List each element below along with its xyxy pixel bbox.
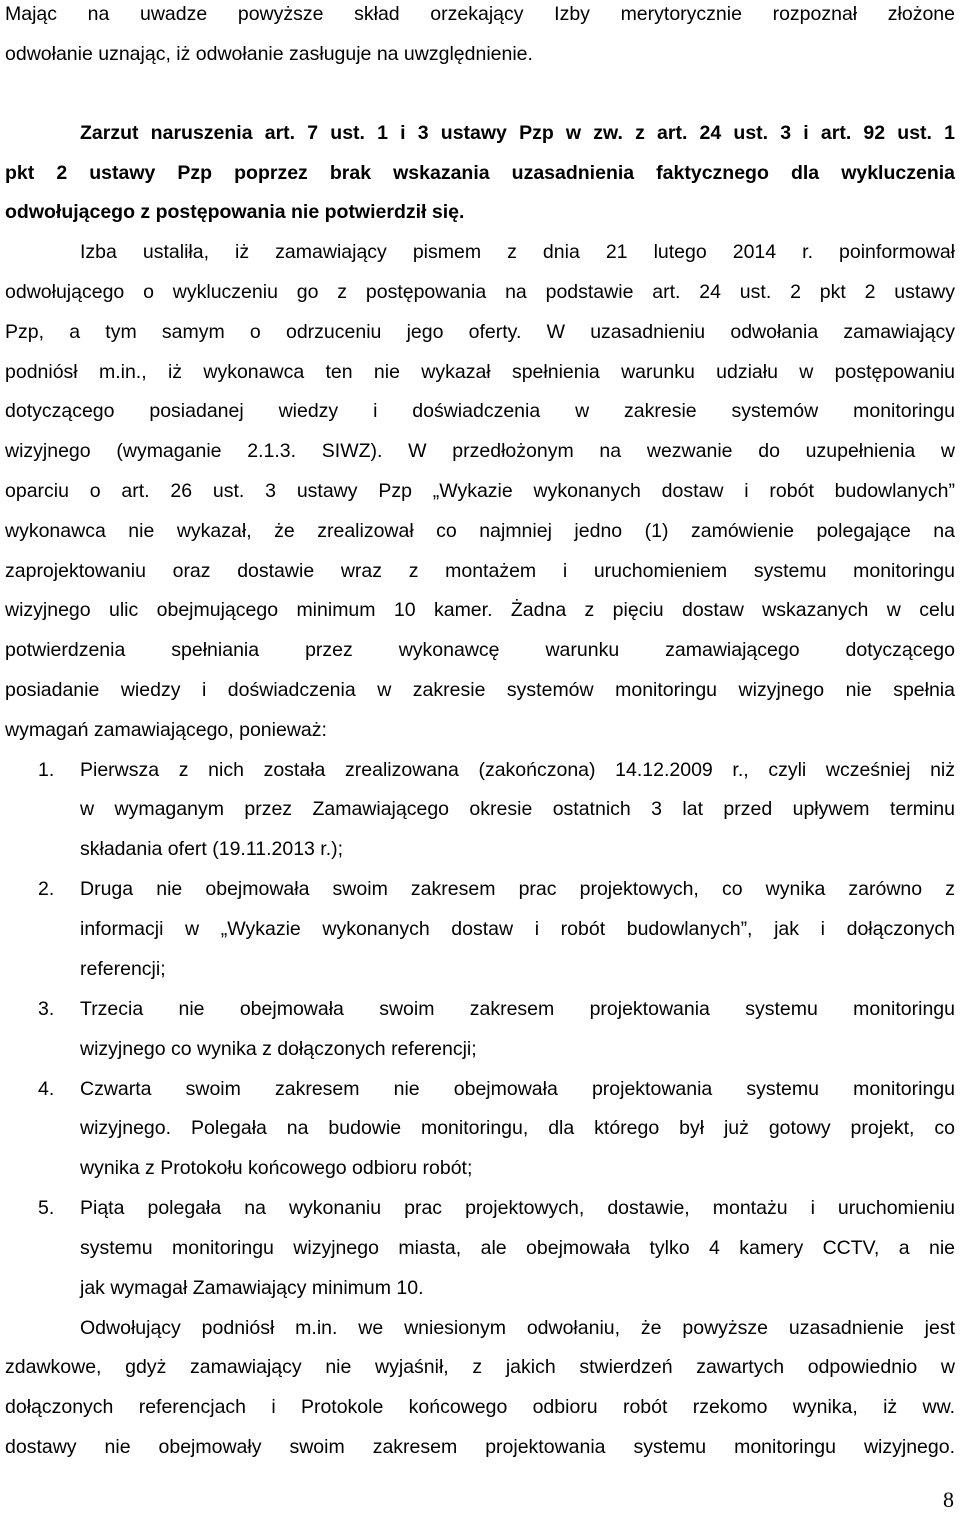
list-item-line: w wymaganym przez Zamawiającego okresie ostatnich 3 lat przed upływem terminu xyxy=(80,798,955,820)
list-item-line: jak wymagał Zamawiający minimum 10. xyxy=(80,1277,424,1299)
list-item-line: wynika z Protokołu końcowego odbioru robót; xyxy=(80,1157,473,1179)
paragraph-line: Pzp, a tym samym o odrzuceniu jego oferty. W uzasadnieniu odwołania zamawiający xyxy=(5,321,955,343)
list-item-line: wizyjnego. Polegała na budowie monitoringu, dla którego był już gotowy projekt, co xyxy=(80,1117,955,1139)
list-item-number: 1. xyxy=(38,759,55,781)
list-item-line: wizyjnego co wynika z dołączonych referencji; xyxy=(80,1038,477,1060)
paragraph-line: zaprojektowaniu oraz dostawie wraz z montażem i uruchomieniem systemu monitoringu xyxy=(5,560,955,582)
paragraph-line: dostawy nie obejmowały swoim zakresem projektowania systemu monitoringu wizyjnego. xyxy=(5,1436,955,1458)
paragraph-line: Izba ustaliła, iż zamawiający pismem z dnia 21 lutego 2014 r. poinformował xyxy=(80,241,955,263)
heading-line: Zarzut naruszenia art. 7 ust. 1 i 3 ustawy Pzp w zw. z art. 24 ust. 3 i art. 92 ust. 1 xyxy=(80,122,955,144)
paragraph-line: wykonawca nie wykazał, że zrealizował co najmniej jedno (1) zamówienie polegające na xyxy=(5,520,955,542)
paragraph-line: odwołującego o wykluczeniu go z postępowania na podstawie art. 24 ust. 2 pkt 2 ustawy xyxy=(5,281,955,303)
list-item-line: Piąta polegała na wykonaniu prac projektowych, dostawie, montażu i uruchomieniu xyxy=(80,1197,955,1219)
heading-line: odwołującego z postępowania nie potwierdził się. xyxy=(5,201,465,223)
list-item-number: 3. xyxy=(38,998,55,1020)
paragraph-line: Mając na uwadze powyższe skład orzekający Izby merytorycznie rozpoznał złożone xyxy=(5,3,955,25)
paragraph-line: podniósł m.in., iż wykonawca ten nie wykazał spełnienia warunku udziału w postępowaniu xyxy=(5,361,955,383)
paragraph-line: potwierdzenia spełniania przez wykonawcę warunku zamawiającego dotyczącego xyxy=(5,639,955,661)
list-item-line: systemu monitoringu wizyjnego miasta, ale obejmowała tylko 4 kamery CCTV, a nie xyxy=(80,1237,955,1259)
list-item-number: 2. xyxy=(38,878,55,900)
list-item-line: Pierwsza z nich została zrealizowana (zakończona) 14.12.2009 r., czyli wcześniej niż xyxy=(80,759,955,781)
list-item-number: 5. xyxy=(38,1197,55,1219)
paragraph-line: dołączonych referencjach i Protokole końcowego odbioru robót rzekomo wynika, iż ww. xyxy=(5,1396,955,1418)
list-item-line: Druga nie obejmowała swoim zakresem prac projektowych, co wynika zarówno z xyxy=(80,878,955,900)
list-item-line: Czwarta swoim zakresem nie obejmowała projektowania systemu monitoringu xyxy=(80,1078,955,1100)
paragraph-line: wymagań zamawiającego, ponieważ: xyxy=(5,719,327,741)
paragraph-line: oparciu o art. 26 ust. 3 ustawy Pzp „Wykazie wykonanych dostaw i robót budowlanych” xyxy=(5,480,955,502)
heading-line: pkt 2 ustawy Pzp poprzez brak wskazania uzasadnienia faktycznego dla wykluczenia xyxy=(5,162,955,184)
list-item-line: Trzecia nie obejmowała swoim zakresem projektowania systemu monitoringu xyxy=(80,998,955,1020)
paragraph-line: zdawkowe, gdyż zamawiający nie wyjaśnił, z jakich stwierdzeń zawartych odpowiednio w xyxy=(5,1356,955,1378)
list-item-line: informacji w „Wykazie wykonanych dostaw i robót budowlanych”, jak i dołączonych xyxy=(80,918,955,940)
list-item-line: referencji; xyxy=(80,958,166,980)
paragraph-line: wizyjnego (wymaganie 2.1.3. SIWZ). W przedłożonym na wezwanie do uzupełnienia w xyxy=(5,440,955,462)
list-item-number: 4. xyxy=(38,1078,55,1100)
paragraph-line: odwołanie uznając, iż odwołanie zasługuje na uwzględnienie. xyxy=(5,43,533,65)
paragraph-line: Odwołujący podniósł m.in. we wniesionym odwołaniu, że powyższe uzasadnienie jest xyxy=(80,1317,955,1339)
list-item-line: składania ofert (19.11.2013 r.); xyxy=(80,838,344,860)
page-number: 8 xyxy=(943,1487,954,1512)
paragraph-line: dotyczącego posiadanej wiedzy i doświadczenia w zakresie systemów monitoringu xyxy=(5,400,955,422)
paragraph-line: wizyjnego ulic obejmującego minimum 10 kamer. Żadna z pięciu dostaw wskazanych w celu xyxy=(5,599,955,621)
paragraph-line: posiadanie wiedzy i doświadczenia w zakresie systemów monitoringu wizyjnego nie spełnia xyxy=(5,679,955,701)
